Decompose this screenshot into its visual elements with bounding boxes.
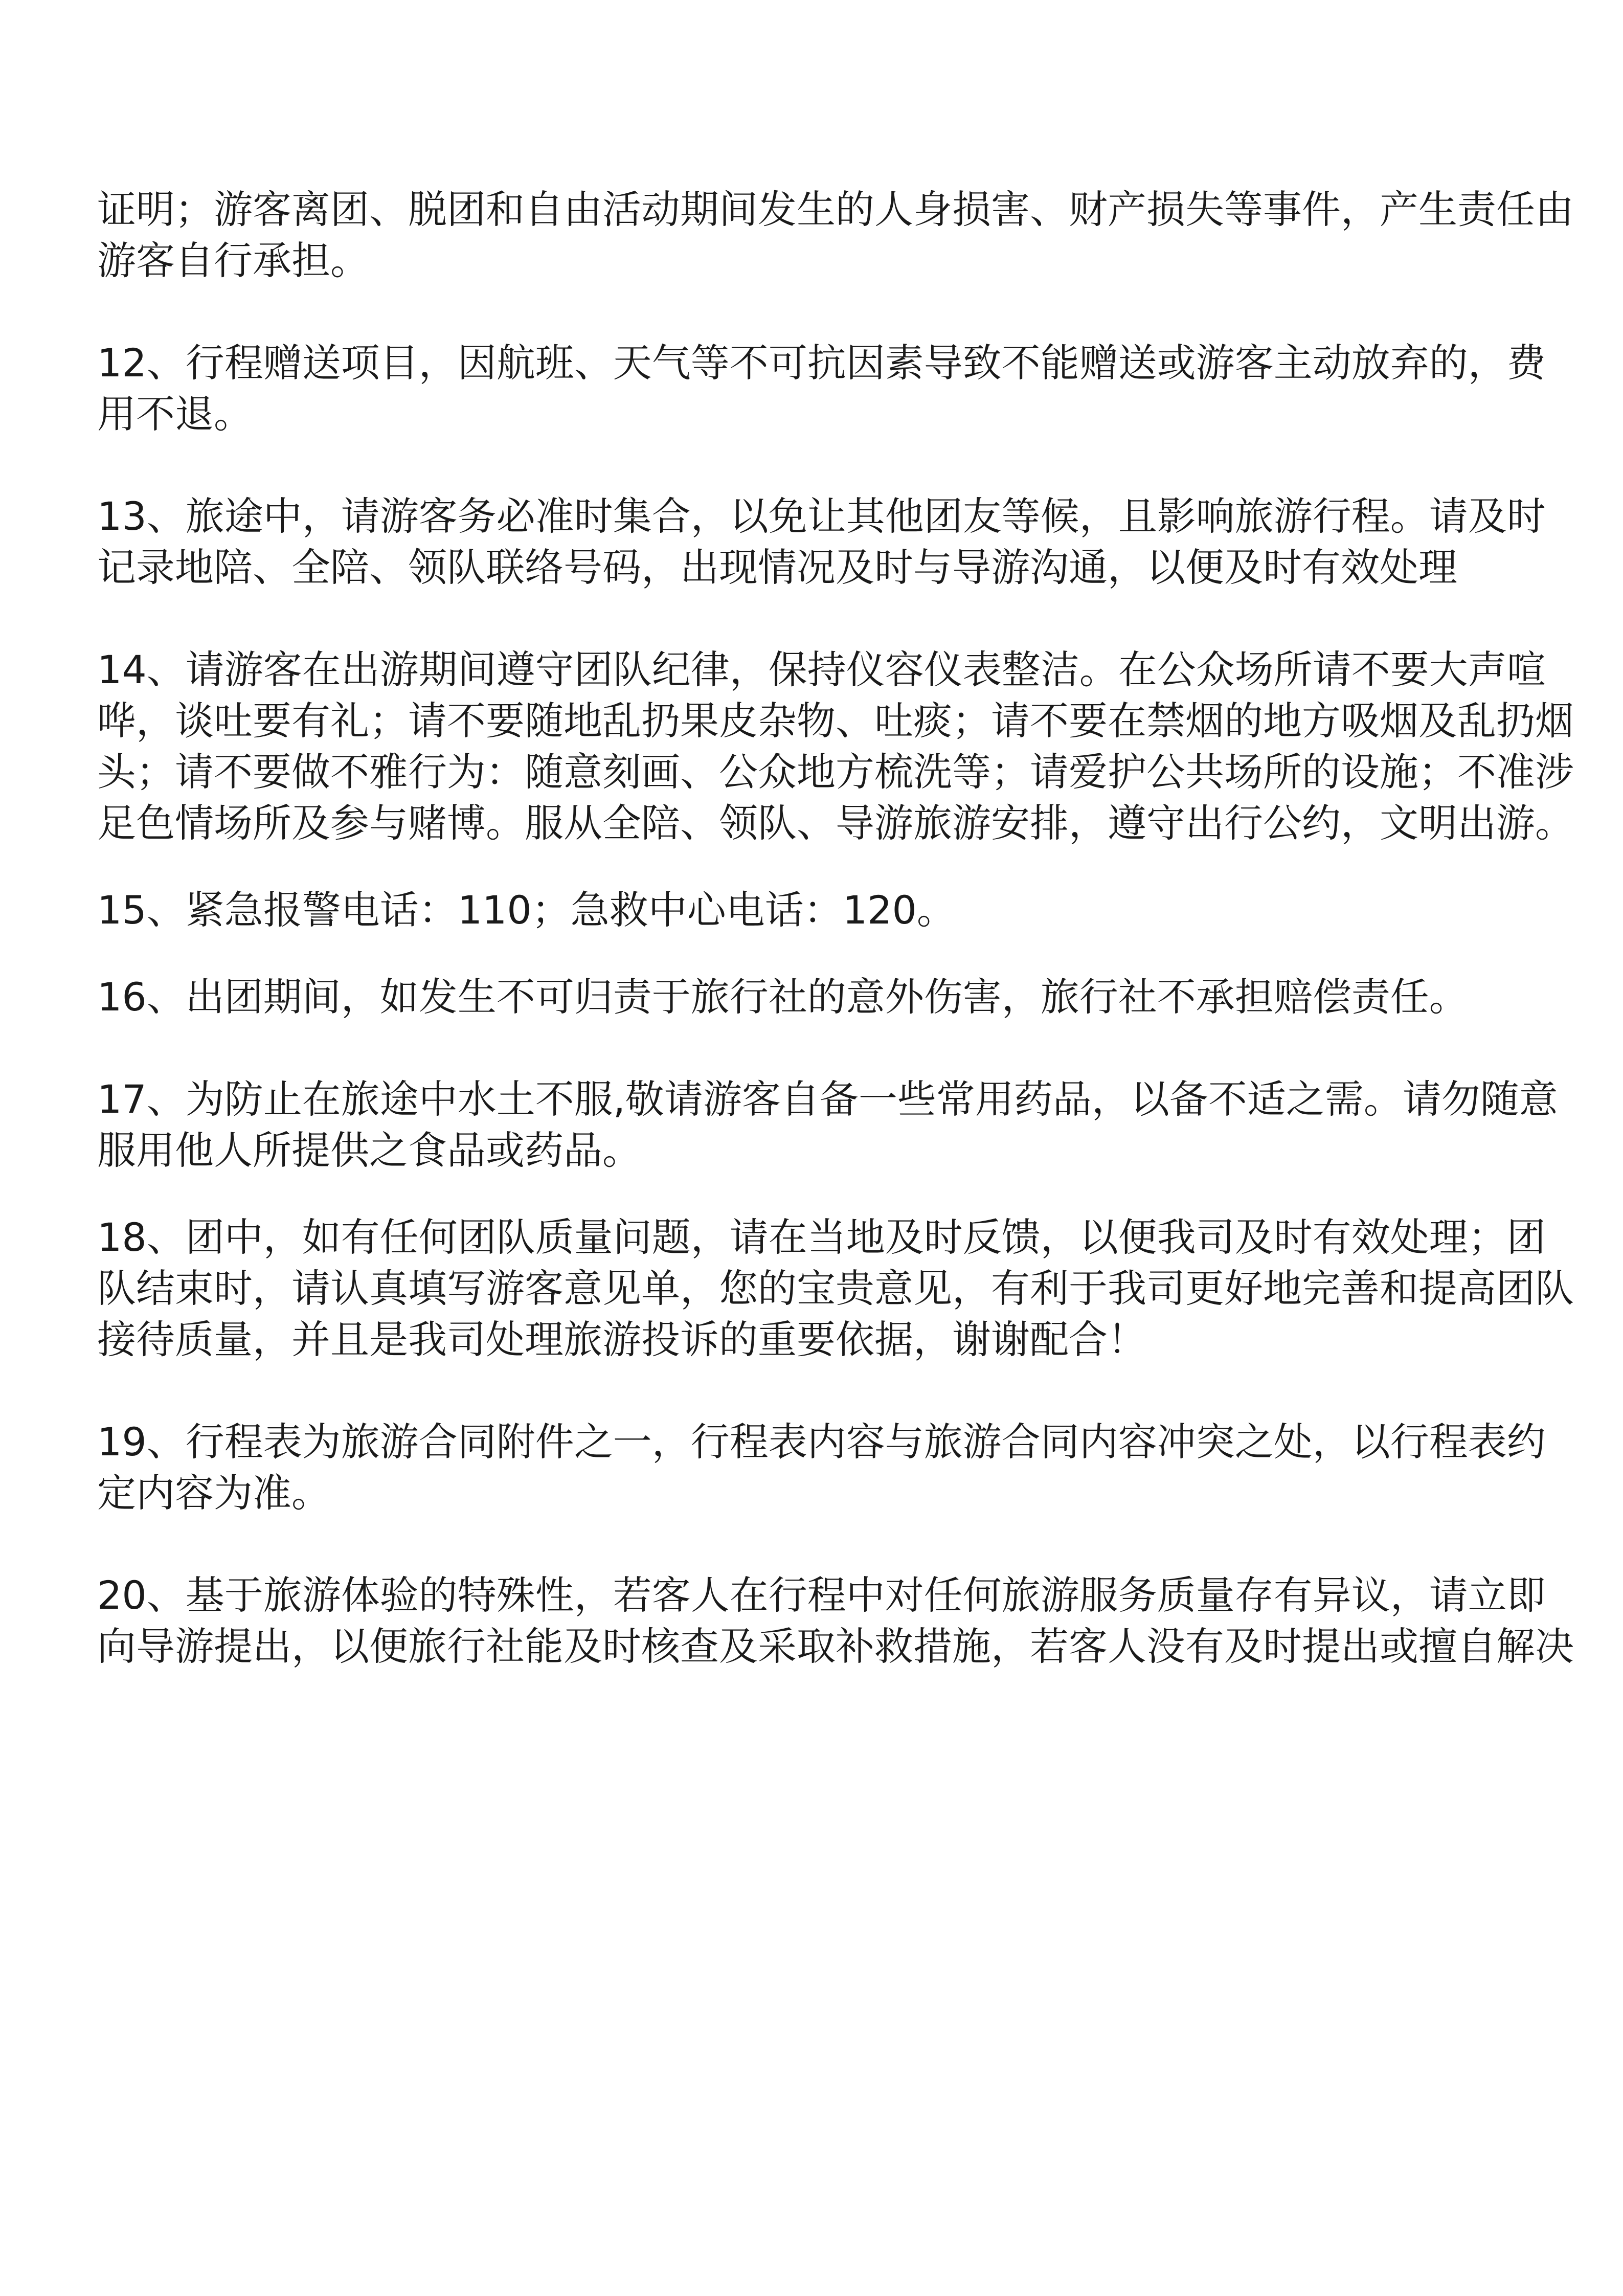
text-line: 定内容为准。: [97, 1470, 330, 1516]
paragraph-12: [97, 337, 1546, 440]
text-line: 游客自行承担。: [97, 238, 369, 283]
paragraph-17: [97, 1074, 1558, 1176]
text-line: 15、紧急报警电话：110；急救中心电话：120。: [97, 887, 956, 933]
text-line: 18、团中，如有任何团队质量问题，请在当地及时反馈，以便我司及时有效处理；团: [97, 1214, 1546, 1260]
text-line: 14、请游客在出游期间遵守团队纪律，保持仪容仪表整洁。在公众场所请不要大声喧: [97, 647, 1546, 692]
document-body: [97, 184, 1574, 1672]
text-line: 服用他人所提供之食品或药品。: [97, 1128, 641, 1173]
text-line: 13、旅途中，请游客务必准时集合，以免让其他团友等候，且影响旅游行程。请及时: [97, 493, 1546, 539]
text-line: 记录地陪、全陪、领队联络号码，出现情况及时与导游沟通，以便及时有效处理: [97, 545, 1457, 590]
paragraph-15: [97, 885, 1534, 936]
text-line: 哗，谈吐要有礼；请不要随地乱扔果皮杂物、吐痰；请不要在禁烟的地方吸烟及乱扔烟: [97, 698, 1574, 744]
text-line: 接待质量，并且是我司处理旅游投诉的重要依据，谢谢配合！: [97, 1317, 1146, 1362]
paragraph-13: [97, 491, 1546, 593]
paragraph-20: [97, 1570, 1574, 1672]
paragraph-19: [97, 1416, 1546, 1519]
text-line: 20、基于旅游体验的特殊性，若客人在行程中对任何旅游服务质量存有异议，请立即: [97, 1572, 1546, 1618]
text-line: 头；请不要做不雅行为：随意刻画、公众地方梳洗等；请爱护公共场所的设施；不准涉: [97, 749, 1574, 795]
text-line: 12、行程赠送项目，因航班、天气等不可抗因素导致不能赠送或游客主动放弃的，费: [97, 340, 1546, 386]
paragraph-16: [97, 972, 1534, 1023]
paragraph-18: [97, 1212, 1574, 1365]
paragraph-14: [97, 644, 1574, 849]
text-line: 17、为防止在旅途中水土不服,敬请游客自备一些常用药品，以备不适之需。请勿随意: [97, 1076, 1558, 1122]
text-line: 用不退。: [97, 391, 253, 437]
text-line: 19、行程表为旅游合同附件之一，行程表内容与旅游合同内容冲突之处，以行程表约: [97, 1419, 1546, 1465]
text-line: 证明；游客离团、脱团和自由活动期间发生的人身损害、财产损失等事件，产生责任由: [97, 187, 1574, 232]
paragraph-11-continued: [97, 184, 1574, 286]
text-line: 向导游提出，以便旅行社能及时核查及采取补救措施，若客人没有及时提出或擅自解决: [97, 1624, 1574, 1669]
text-line: 16、出团期间，如发生不可归责于旅行社的意外伤害，旅行社不承担赔偿责任。: [97, 974, 1468, 1020]
text-line: 足色情场所及参与赌博。服从全陪、领队、导游旅游安排，遵守出行公约，文明出游。: [97, 800, 1574, 846]
text-line: 队结束时，请认真填写游客意见单，您的宝贵意见，有利于我司更好地完善和提高团队: [97, 1266, 1574, 1311]
